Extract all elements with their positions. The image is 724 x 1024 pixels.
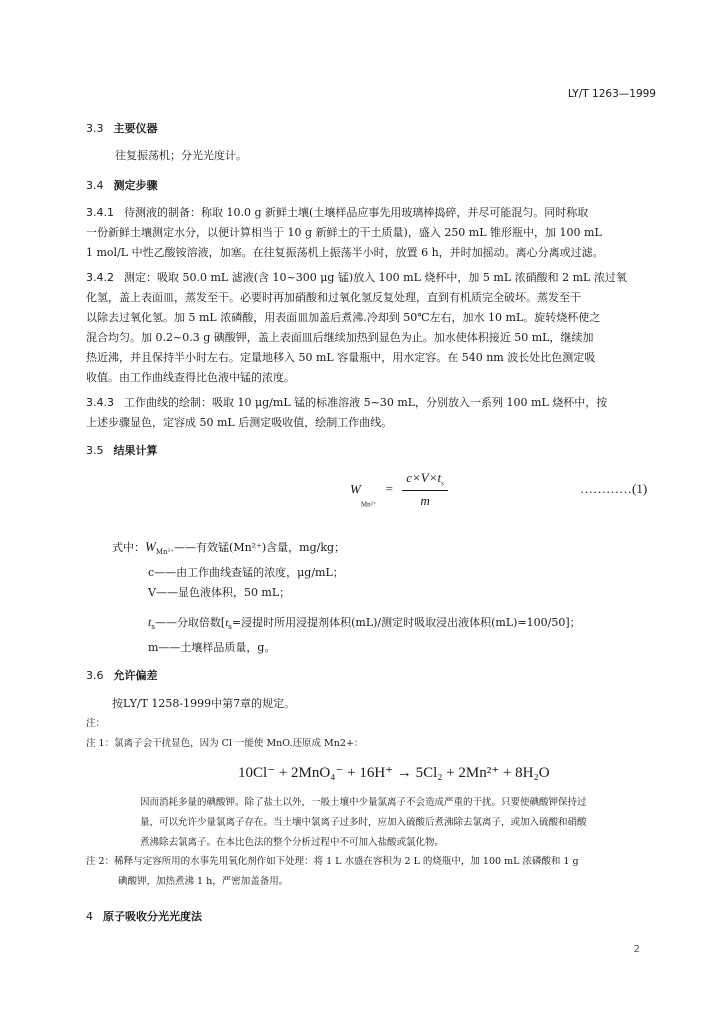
heading-title: 主要仪器: [113, 122, 158, 135]
text-line: 收值。由工作曲线查得比色液中锰的浓度。: [86, 371, 295, 384]
ts-sub-inline: s: [228, 623, 232, 632]
note-1-label: 注 1：: [86, 738, 115, 749]
text-line: 1 mol/L 中性乙酸铵溶液，加塞。在往复振荡机上振荡半小时，放置 6 h，并时加摇动。离心分离或过滤。: [86, 246, 604, 259]
paragraph-3-4-2: [86, 268, 666, 388]
ts-symbol-inline: t: [225, 617, 229, 629]
ts-sub: s: [151, 623, 155, 632]
chemical-equation: 10Cl⁻ + 2MnO₄⁻ + 16H⁺ → 5Cl₂ + 2Mn²⁺ + 8H₂O: [238, 765, 550, 781]
formula-lhs: W: [350, 481, 361, 497]
where-line-c: c——由工作曲线查锰的浓度，μg/mL；: [148, 566, 344, 579]
ts-symbol: t: [148, 615, 152, 629]
standard-code: LY/T 1263—1999: [567, 88, 656, 100]
w-sub: Mn²⁺: [155, 548, 175, 557]
where-prefix: 式中：: [112, 541, 145, 554]
text-line: 一份新鲜土壤测定水分，以便计算相当于 10 g 新鲜土的干土质量)，盛入 250 mL 锥形瓶中，加 100 mL: [86, 226, 602, 239]
note-2: [86, 852, 579, 892]
note-1-line: [86, 734, 363, 754]
heading-title: 结果计算: [113, 444, 158, 457]
where-line-v: V——显色液体积，50 mL；: [148, 586, 291, 599]
heading-number: 3.6: [86, 669, 104, 682]
text-line: 测定：吸取 50.0 mL 滤液(含 10~300 μg 锰)放入 100 mL 烧杯中，加 5 mL 浓硝酸和 2 mL 浓过氧: [124, 271, 627, 284]
where-line-ts: [148, 612, 581, 637]
note-label: 注：: [86, 718, 106, 729]
heading-number: 3.3: [86, 122, 104, 135]
heading-title: 原子吸收分光光度法: [103, 910, 202, 923]
text-line: 待测液的制备：称取 10.0 g 新鲜土壤(土壤样品应事先用玻璃棒捣碎，并尽可能混匀。同时称取: [124, 206, 589, 219]
page-number: 2: [633, 944, 640, 955]
heading-number: 3.5: [86, 444, 104, 457]
formula-lhs-sub: Mn²⁺: [360, 500, 377, 509]
where-line-m: m——土壤样品质量，g。: [148, 641, 276, 654]
note-1-text: 氯离子会干扰显色，因为 Cl 一能使 MnO.还原成 Mn2+：: [114, 738, 364, 749]
heading-3-5: [86, 442, 158, 458]
heading-title: 测定步骤: [113, 179, 158, 192]
formula-1: [350, 470, 448, 509]
text-line: 化氢，盖上表面皿，蒸发至干。必要时再加硝酸和过氧化氢反复处理，直到有机质完全破坏。蒸发至干: [86, 291, 581, 304]
text-line: 稀释与定容所用的水事先用氧化剂作如下处理：将 1 L 水盛在容积为 2 L 的烧瓶中，加 100 mL 浓磷酸和 1 g: [114, 856, 579, 867]
text-line: 碘酸钾，加热煮沸 1 h，严密加盖备用。: [118, 876, 289, 887]
heading-4: [86, 908, 202, 924]
heading-title: 允许偏差: [113, 669, 158, 682]
formula-equals: =: [385, 481, 393, 497]
text-line: 上述步骤显色，定容成 50 mL 后测定吸收值，绘制工作曲线。: [86, 416, 393, 429]
heading-number: 3.4: [86, 179, 104, 192]
paragraph-3-3: 往复振荡机；分光光度计。: [115, 149, 247, 162]
heading-3-6: [86, 667, 158, 683]
heading-3-4: [86, 177, 158, 193]
formula-denominator: m: [420, 492, 430, 508]
clause-number: 3.4.2: [86, 271, 114, 284]
clause-number: 3.4.3: [86, 396, 114, 409]
heading-number: 4: [86, 910, 93, 923]
text-line: 因而消耗多量的碘酸钾。除了盐土以外，一般土壤中少量氯离子不会造成严重的干扰。只要使碘酸钾保持过: [140, 797, 587, 808]
w-desc: ——有效锰(Mn²⁺)含量，mg/kg；: [174, 541, 346, 554]
w-symbol: W: [145, 539, 156, 554]
paragraph-3-6: 按LY/T 1258-1999中第7章的规定。: [112, 697, 296, 710]
text-line: 煮沸除去氯离子。在本比色法的整个分析过程中不可加入盐酸或氯化物。: [140, 837, 445, 848]
formula-numerator: $c\times V\times t_s$: [402, 470, 448, 491]
text-line: 以除去过氧化氢。加 5 mL 浓磷酸，用表面皿加盖后煮沸.冷却到 50℃左右，加水 10 mL。旋转烧杯使之: [86, 311, 601, 324]
ts-desc-a: ——分取倍数[: [154, 616, 226, 629]
text-line: 量，可以允许少量氯离子存在。当土壤中氯离子过多时，应加入硫酸后煮沸除去氯离子，或加入硫酸和硝酸: [140, 817, 587, 828]
text-line: 混合均匀。加 0.2~0.3 g 碘酸钾，盖上表面皿后继续加热到显色为止。加水使体积接近 50 mL，继续加: [86, 331, 594, 344]
ts-desc-b: =浸提时所用浸提剂体积(mL)/测定时吸取浸出液体积(mL)=100/50]；: [231, 616, 581, 629]
paragraph-3-4-1: [86, 203, 666, 263]
heading-3-3: [86, 120, 158, 136]
where-line-w: [112, 537, 345, 562]
note-1-continuation: [140, 793, 587, 853]
text-line: 热近沸，并且保持半小时左右。定量地移入 50 mL 容量瓶中，用水定容。在 540 nm 波长处比色测定吸: [86, 351, 596, 364]
note-2-label: 注 2：: [86, 856, 115, 867]
formula-number: …………(1): [580, 481, 648, 496]
formula-fraction: [402, 470, 448, 509]
text-line: 工作曲线的绘制：吸取 10 μg/mL 锰的标准溶液 5~30 mL，分别放入一系列 100 mL 烧杯中，按: [124, 396, 608, 409]
clause-number: 3.4.1: [86, 206, 114, 219]
paragraph-3-4-3: [86, 393, 666, 433]
